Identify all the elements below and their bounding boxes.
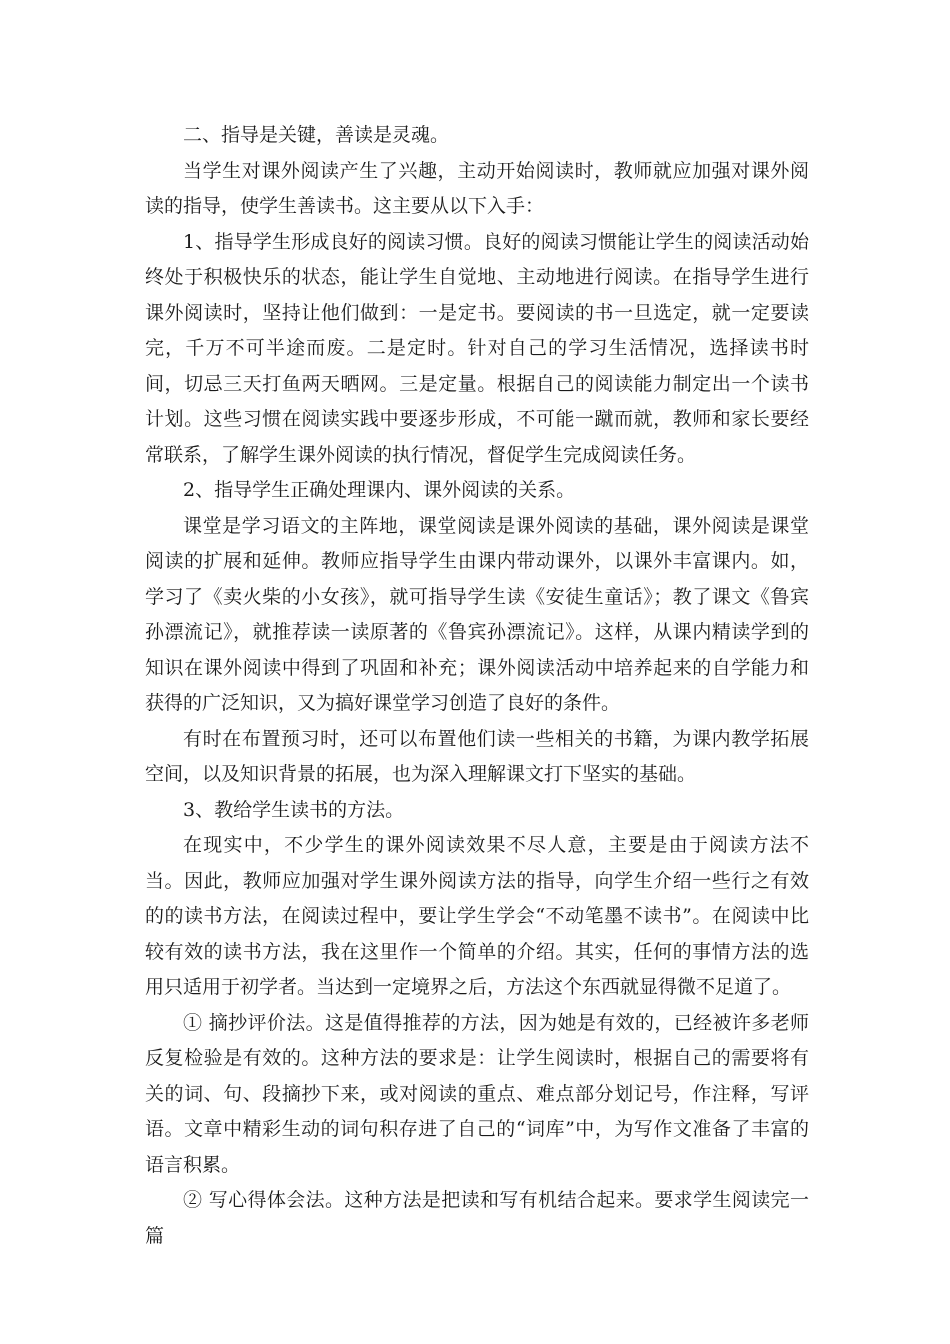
section-heading: 二、指导是关键，善读是灵魂。	[183, 124, 450, 146]
paragraph: 当学生对课外阅读产生了兴趣，主动开始阅读时，教师就应加强对课外阅读的指导，使学生善读书。这主要从以下入手：	[145, 159, 809, 217]
paragraph: 课堂是学习语文的主阵地，课堂阅读是课外阅读的基础，课外阅读是课堂阅读的扩展和延伸。教师应指导学生由课内带动课外，以课外丰富课内。如，学习了《卖火柴的小女孩》，就可指导学生读《安徒生童话》；教了课文《鲁宾孙漂流记》，就推荐读一读原著的《鲁宾孙漂流记》。这样，从课内精读学到的知识在课外阅读中得到了巩固和补充；课外阅读活动中培养起来的自学能力和获得的广泛知识，又为搞好课堂学习创造了良好的条件。	[145, 514, 809, 714]
subheading: 3、教给学生读书的方法。	[183, 798, 405, 821]
document-body	[145, 118, 809, 1254]
paragraph: ② 写心得体会法。这种方法是把读和写有机结合起来。要求学生阅读完一篇	[145, 1189, 809, 1247]
paragraph: 在现实中，不少学生的课外阅读效果不尽人意，主要是由于阅读方法不当。因此，教师应加强对学生课外阅读方法的指导，向学生介绍一些行之有效的的读书方法，在阅读过程中，要让学生学会“不动笔墨不读书”。在阅读中比较有效的读书方法，我在这里作一个简单的介绍。其实，任何的事情方法的选用只适用于初学者。当达到一定境界之后，方法这个东西就显得微不足道了。	[145, 834, 809, 998]
paragraph: 1、指导学生形成良好的阅读习惯。良好的阅读习惯能让学生的阅读活动始终处于积极快乐的状态，能让学生自觉地、主动地进行阅读。在指导学生进行课外阅读时，坚持让他们做到：一是定书。要阅读的书一旦选定，就一定要读完，千万不可半途而废。二是定时。针对自己的学习生活情况，选择读书时间，切忌三天打鱼两天晒网。三是定量。根据自己的阅读能力制定出一个读书计划。这些习惯在阅读实践中要逐步形成，不可能一蹴而就，教师和家长要经常联系，了解学生课外阅读的执行情况，督促学生完成阅读任务。	[145, 230, 809, 466]
subheading: 2、指导学生正确处理课内、课外阅读的关系。	[183, 479, 576, 501]
paragraph: ① 摘抄评价法。这是值得推荐的方法，因为她是有效的，已经被许多老师反复检验是有效的。这种方法的要求是：让学生阅读时，根据自己的需要将有关的词、句、段摘抄下来，或对阅读的重点、难点部分划记号，作注释，写评语。文章中精彩生动的词句积存进了自己的“词库”中，为写作文准备了丰富的语言积累。	[145, 1011, 809, 1176]
paragraph: 有时在布置预习时，还可以布置他们读一些相关的书籍，为课内教学拓展空间，以及知识背景的拓展，也为深入理解课文打下坚实的基础。	[145, 727, 809, 785]
